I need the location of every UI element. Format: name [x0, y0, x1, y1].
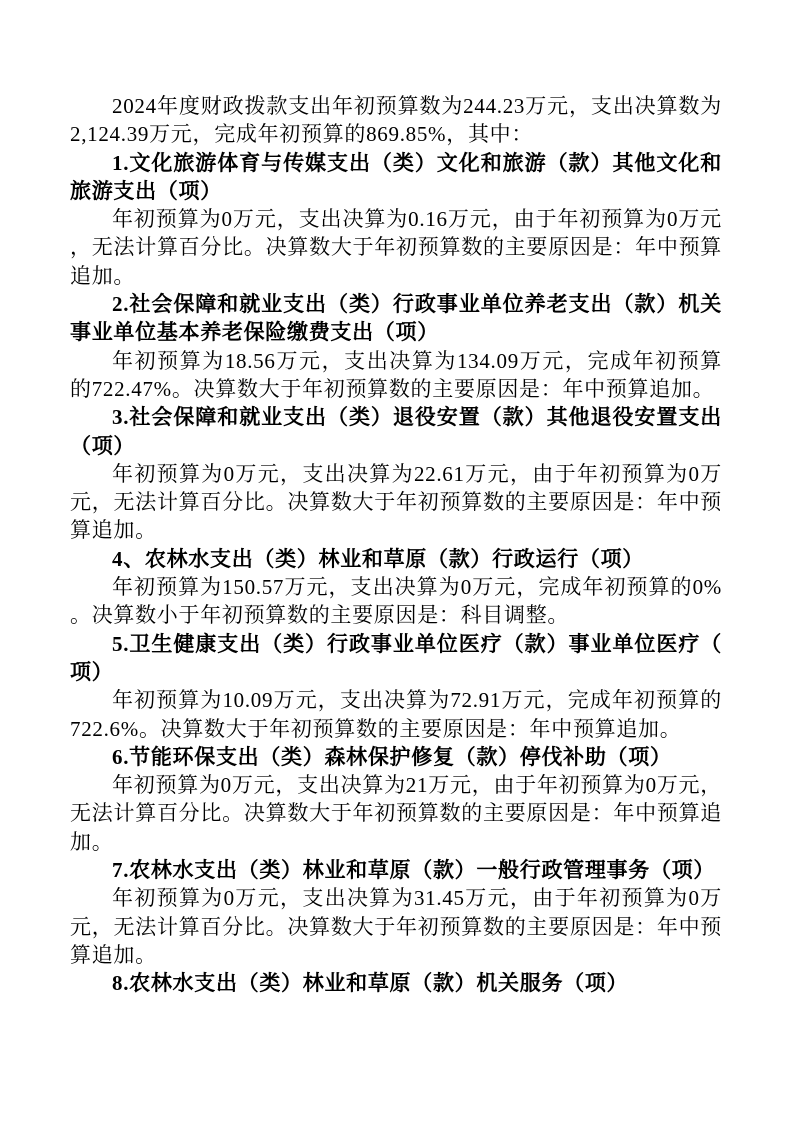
paragraph-section-4: 年初预算为150.57万元，支出决算为0万元，完成年初预算的0%。决算数小于年初预算数的主要原因是：科目调整。 [70, 575, 722, 628]
section-heading-5: 5.卫生健康支出（类）行政事业单位医疗（款）事业单位医疗（项） [70, 631, 722, 684]
paragraph-section-3: 年初预算为0万元，支出决算为22.61万元，由于年初预算为0万元，无法计算百分比。决算数大于年初预算数的主要原因是：年中预算追加。 [70, 461, 722, 543]
paragraph-budget-summary: 2024年度财政拨款支出年初预算数为244.23万元，支出决算数为2,124.39万元，完成年初预算的869.85%，其中： [70, 94, 722, 147]
section-heading-6: 6.节能环保支出（类）森林保护修复（款）停伐补助（项） [112, 744, 672, 769]
section-heading-7: 7.农林水支出（类）林业和草原（款）一般行政管理事务（项） [112, 858, 716, 883]
section-heading-4: 4、农林水支出（类）林业和草原（款）行政运行（项） [112, 546, 644, 571]
paragraph-section-1: 年初预算为0万元，支出决算为0.16万元，由于年初预算为0万元，无法计算百分比。决算数大于年初预算数的主要原因是：年中预算追加。 [70, 207, 722, 288]
section-heading-3: 3.社会保障和就业支出（类）退役安置（款）其他退役安置支出（项） [70, 405, 722, 458]
paragraph-section-5: 年初预算为10.09万元，支出决算为72.91万元，完成年初预算的722.6%。决算数大于年初预算数的主要原因是：年中预算追加。 [70, 688, 722, 741]
paragraph-section-2: 年初预算为18.56万元，支出决算为134.09万元，完成年初预算的722.47%。决算数大于年初预算数的主要原因是：年中预算追加。 [70, 348, 722, 401]
section-heading-1: 1.文化旅游体育与传媒支出（类）文化和旅游（款）其他文化和旅游支出（项） [70, 150, 722, 203]
section-heading-2: 2.社会保障和就业支出（类）行政事业单位养老支出（款）机关事业单位基本养老保险缴费支出（项） [70, 292, 722, 345]
paragraph-section-7: 年初预算为0万元，支出决算为31.45万元，由于年初预算为0万元，无法计算百分比。决算数大于年初预算数的主要原因是：年中预算追加。 [70, 886, 722, 967]
section-heading-8: 8.农林水支出（类）林业和草原（款）机关服务（项） [112, 971, 629, 996]
paragraph-section-6: 年初预算为0万元，支出决算为21万元，由于年初预算为0万元，无法计算百分比。决算数大于年初预算数的主要原因是：年中预算追加。 [70, 773, 722, 854]
